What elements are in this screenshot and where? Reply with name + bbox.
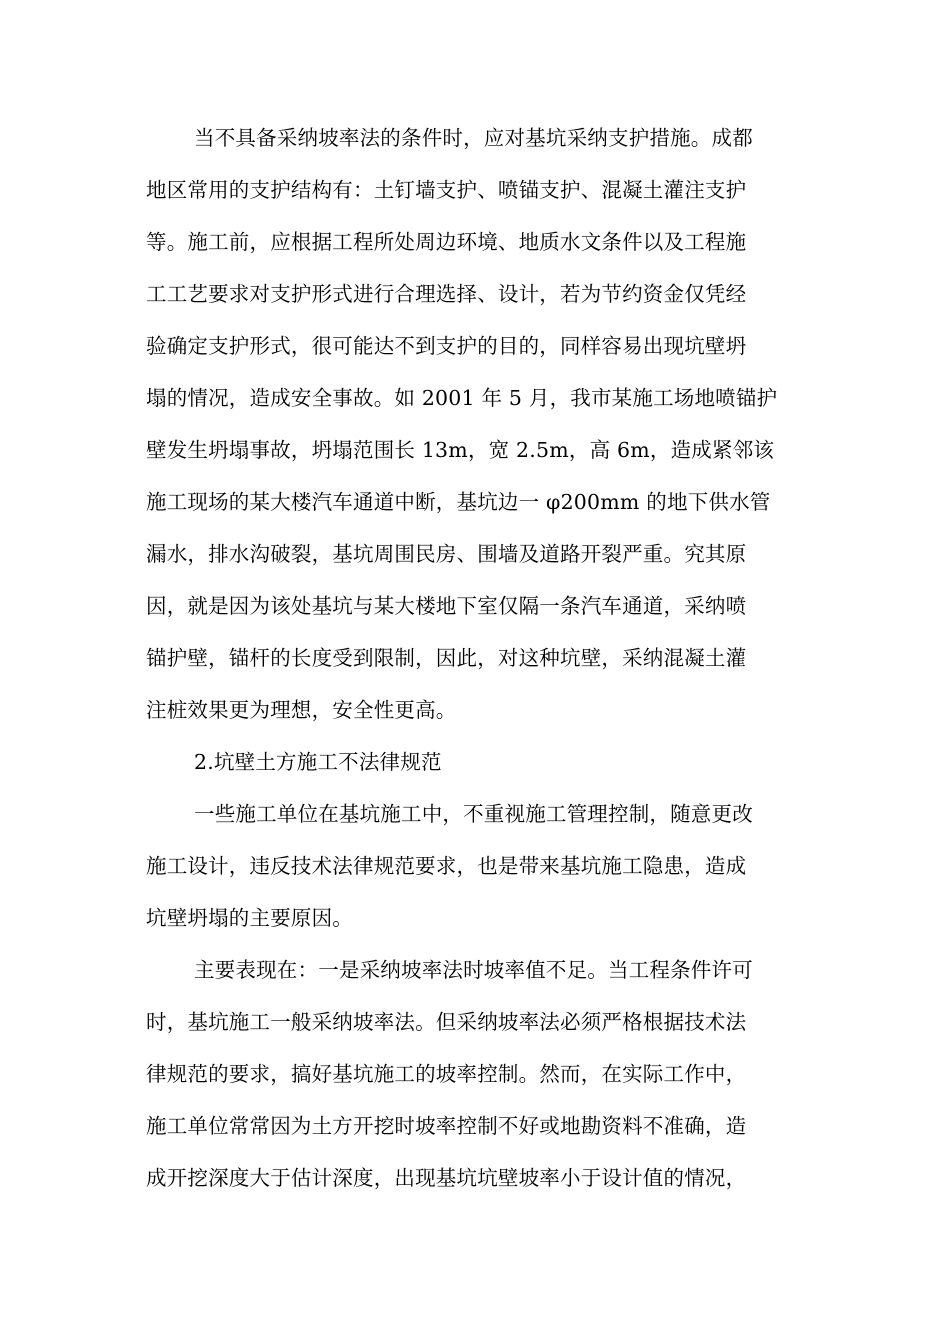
text-line: 验确定支护形式，很可能达不到支护的目的，同样容易出现坑壁坍	[146, 334, 747, 358]
text-line: 注桩效果更为理想，安全性更高。	[146, 698, 457, 722]
text-line: 施工现场的某大楼汽车通道中断，基坑边一 φ200mm 的地下供水管	[146, 490, 771, 514]
text-line: 漏水，排水沟破裂，基坑周围民房、围墙及道路开裂严重。究其原	[146, 542, 747, 566]
text-line: 工工艺要求对支护形式进行合理选择、设计，若为节约资金仅凭经	[146, 282, 747, 306]
paragraph-construction-management	[146, 788, 810, 944]
text-line: 锚护壁，锚杆的长度受到限制，因此，对这种坑壁，采纳混凝土灌	[146, 646, 747, 670]
paragraph-main-manifestations	[146, 944, 810, 1204]
text-line: 一些施工单位在基坑施工中，不重视施工管理控制，随意更改	[194, 802, 753, 826]
text-line: 成开挖深度大于估计深度，出现基坑坑壁坡率小于设计值的情况，	[146, 1166, 747, 1190]
heading-text: 2.坑壁土方施工不法律规范	[194, 750, 442, 774]
text-line: 时，基坑施工一般采纳坡率法。但采纳坡率法必须严格根据技术法	[146, 1010, 747, 1034]
text-line: 施工设计，违反技术法律规范要求，也是带来基坑施工隐患，造成	[146, 854, 747, 878]
text-line: 壁发生坍塌事故，坍塌范围长 13m，宽 2.5m，高 6m，造成紧邻该	[146, 438, 775, 462]
text-line: 坑壁坍塌的主要原因。	[146, 906, 353, 930]
text-line: 地区常用的支护结构有：土钉墙支护、喷锚支护、混凝土灌注支护	[146, 178, 747, 202]
text-line: 施工单位常常因为土方开挖时坡率控制不好或地勘资料不准确，造	[146, 1114, 747, 1138]
text-line: 当不具备采纳坡率法的条件时，应对基坑采纳支护措施。成都	[194, 126, 753, 150]
section-heading	[146, 736, 810, 788]
text-line: 因，就是因为该处基坑与某大楼地下室仅隔一条汽车通道，采纳喷	[146, 594, 747, 618]
text-line: 律规范的要求，搞好基坑施工的坡率控制。然而，在实际工作中，	[146, 1062, 747, 1086]
text-line: 等。施工前，应根据工程所处周边环境、地质水文条件以及工程施	[146, 230, 747, 254]
text-line: 塌的情况，造成安全事故。如 2001 年 5 月，我市某施工场地喷锚护	[146, 386, 778, 410]
paragraph-support-measures	[146, 112, 810, 736]
document-body	[146, 112, 810, 1204]
text-line: 主要表现在：一是采纳坡率法时坡率值不足。当工程条件许可	[194, 958, 753, 982]
